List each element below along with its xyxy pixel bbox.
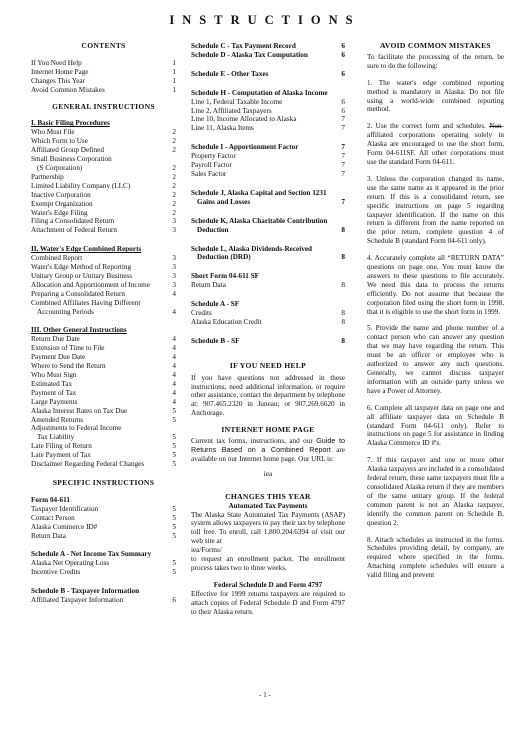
toc-label: Line 1, Federal Taxable Income [191,97,283,106]
toc-page: 2 [172,163,176,172]
toc-label: Large Payments [31,397,78,406]
toc-row [191,152,345,161]
toc-page: 8 [341,281,345,290]
toc-row [31,77,176,86]
toc-page: 8 [341,317,345,326]
toc-label: Contact Person [31,513,75,522]
toc-row [191,42,345,51]
toc-row [191,309,345,318]
toc-row [31,226,176,235]
toc-page: 4 [172,371,176,379]
schedule-e-page: 6 [341,69,345,78]
toc-row [31,380,176,389]
toc-row [31,335,176,344]
toc-row [31,407,176,416]
toc-row [191,107,345,116]
toc-label: Limited Liability Company (LLC) [31,181,131,190]
avoid-item-4: 4. Accurately complete all “RETURN DATA” questions on page one. You must know the answers to these questions to file accurately. We need this data to process the returns efficiently. Do not assume that because the corporation filed using the short form in 1998, that it is eligible to use the short form in 1999. [367,254,504,316]
toc-row [31,146,176,155]
toc-page: 5 [172,504,176,513]
toc-page: 7 [341,115,345,124]
toc-page [174,424,176,433]
toc-row [191,98,345,107]
avoid-item-2 [367,122,504,167]
schedule-k-page: 8 [341,225,345,234]
toc-page: 4 [172,379,176,388]
toc-label: Late Filing of Return [31,442,92,451]
page-number: - 1 - [259,691,271,699]
toc-label: Who Must Sign [31,371,77,379]
toc-page: 2 [172,128,176,137]
toc-label: Incentive Credits [31,568,81,577]
toc-label: Schedule D - Alaska Tax Computation [191,50,308,59]
toc-row [31,137,176,146]
toc-label: Allocation and Apportionment of Income [31,280,150,289]
toc-row [31,281,176,290]
toc-row [31,59,176,68]
toc-row [31,532,176,541]
toc-row [31,217,176,226]
toc-label: Alaska Education Credit [191,317,262,326]
section-III-list [31,335,176,469]
toc-page: 4 [172,388,176,397]
toc-page: 1 [172,58,176,67]
toc-label: If You Need Help [31,58,82,67]
toc-row [31,559,176,568]
toc-label: Line 11, Alaska Items [191,124,254,133]
section-III-heading: III. Other General Instructions [31,326,127,335]
schedule-i-heading-row [191,143,345,152]
changes-sub2: Federal Schedule D and Form 4797 [213,580,323,589]
toc-page: 5 [172,415,176,424]
form-04-611-heading: Form 04-611 [31,495,70,504]
toc-label: Payment Due Date [31,353,86,362]
schedule-i-page: 7 [341,143,345,152]
toc-page: 3 [172,263,176,272]
toc-label: Combined Affiliates Having Different [31,298,141,307]
schedule-a-heading: Schedule A - Net Income Tax Summary [31,550,152,559]
toc-row [31,191,176,200]
toc-row [31,272,176,281]
general-instructions-heading: GENERAL INSTRUCTIONS [52,101,155,111]
schedule-j-page: 7 [341,197,345,206]
schedule-b-sf-row [191,337,345,346]
schedule-l-line1: Schedule L, Alaska Dividends-Received [191,244,313,253]
toc-page: 5 [172,460,176,469]
toc-row [31,514,176,523]
toc-page: 8 [341,309,345,318]
toc-page: 4 [172,362,176,371]
changes-text1a: The Alaska State Automated Tax Payments (ASAP) system allows taxpayers to pay their tax by telephone toll free. To enroll, call 1.800.204.6394 of visit our web site at [191,510,345,546]
toc-page: 4 [172,397,176,406]
toc-row [31,424,176,433]
column-left [31,42,176,605]
schedule-b-heading: Schedule B - Taxpayer Information [31,587,140,596]
toc-row [31,173,176,182]
avoid-intro: To facilitate the processing of the return, be sure to do the following: [367,52,504,70]
toc-label: Payroll Factor [191,161,232,170]
toc-label: Affiliated Group Defined [31,146,104,155]
toc-page: 7 [341,124,345,133]
toc-page: 2 [172,172,176,181]
toc-page: 4 [172,335,176,344]
toc-page: 7 [341,161,345,170]
toc-row [31,263,176,272]
schedule-b-sf-label: Schedule B - SF [191,336,240,345]
toc-label: Attachment of Federal Return [31,226,118,235]
toc-page: 3 [172,271,176,280]
toc-row [31,308,176,317]
schedule-h-list [191,98,345,134]
toc-page [174,299,176,308]
changes-text2: Effective for 1999 returns taxpayers are required to attach copies of Federal Schedule D and Form 4797 to their Alaska return. [191,589,345,616]
toc-page: 5 [172,531,176,540]
toc-page: 4 [172,344,176,353]
section-I-heading: I. Basic Filing Procedures [31,119,110,128]
changes-heading: CHANGES THIS YEAR [225,491,311,501]
toc-row [31,353,176,362]
page-title: INSTRUCTIONS [169,13,361,27]
toc-page: 6 [341,42,345,50]
avoid-item-7: 7. If this taxpayer and one or more other Alaska taxpayers are included in a consolidated federal return, these same taxpayers must file a consolidated Alaska return if they are members of the same unitary group. If the federal common parent is not an Alaska taxpayer, identify the common parent on Schedule B, question 2. [367,456,504,527]
toc-row [31,362,176,371]
toc-row [191,161,345,170]
changes-sub1: Automated Tax Payments [228,501,308,510]
toc-label: Avoid Common Mistakes [31,85,105,94]
toc-label: Sales Factor [191,169,227,178]
toc-row [31,182,176,191]
internet-text [191,437,345,464]
schedule-k-line1: Schedule K, Alaska Charitable Contribution [191,216,328,225]
toc-label: Schedule C - Tax Payment Record [191,42,296,50]
help-heading: IF YOU NEED HELP [229,360,307,370]
toc-page: 5 [172,559,176,568]
internet-guide-title: Guide to Returns Based on a Combined Report [191,436,346,454]
help-text: If you have questions not addressed in these instructions, need additional information, or require other assistance, contact the department by telephone at: 907.465.2320 in Juneau; or 907.269.6620 in Anchorage. [191,373,345,418]
contents-heading: CONTENTS [81,41,126,50]
toc-label: Taxpayer Identification [31,504,99,513]
toc-page: 6 [172,596,176,605]
toc-page: 4 [172,289,176,298]
toc-label: Filing a Consolidated Return [31,217,115,226]
toc-page: 1 [172,67,176,76]
column-right [367,42,504,580]
toc-page: 3 [172,280,176,289]
toc-row [31,164,176,173]
avoid-item-2a: 2. Use the correct form and schedules. [367,122,486,131]
toc-page: 5 [172,451,176,460]
toc-row [31,505,176,514]
toc-page: 4 [172,307,176,316]
avoid-item-2b: -affiliated corporations operating solely in Alaska are encouraged to use the short form, Form 04-611SF. All other corporations must use the standard Form 04-611. [367,122,505,166]
toc-label: Combined Report [31,254,83,263]
internet-text-c: are available on our Internet home page. Our URL is: [191,446,345,463]
toc-page: 2 [172,199,176,208]
toc-row [31,442,176,451]
schedule-i-heading: Schedule I - Apportionment Factor [191,143,299,152]
toc-page: 1 [172,85,176,94]
toc-page: 5 [172,522,176,531]
specific-instructions-heading: SPECIFIC INSTRUCTIONS [52,477,155,487]
toc-label: Return Data [31,531,66,540]
avoid-heading: AVOID COMMON MISTAKES [380,41,491,50]
schedule-i-list [191,152,345,179]
toc-label: Partnership [31,172,64,181]
toc-page [174,155,176,164]
section-II-list [31,254,176,316]
toc-row [31,451,176,460]
toc-page: 1 [172,76,176,85]
toc-page: 5 [172,442,176,451]
toc-label: Exempt Organization [31,199,93,208]
schedule-j-line1: Schedule J, Alaska Capital and Section 1231 [191,188,327,197]
toc-row [31,416,176,425]
toc-page: 3 [172,254,176,263]
toc-row [31,596,176,605]
toc-label: Where to Send the Return [31,362,106,371]
toc-page: 5 [172,406,176,415]
toc-label: Adjustments to Federal Income [31,424,122,433]
toc-page: 3 [172,226,176,235]
toc-label: Payment of Tax [31,388,77,397]
schedule-l-page: 8 [341,253,345,262]
toc-label: Amended Returns [31,415,84,424]
schedule-h-heading: Schedule H - Computation of Alaska Income [191,88,328,97]
avoid-item-5: 5. Provide the name and phone number of a contact person who can answer any question that we may have regarding the return. This must be an officer or employee who is authorized to answer any such questions. Generally, we cannot discuss taxpayer information with an outside party unless we have a Power of Attorney. [367,324,504,395]
toc-row [31,389,176,398]
avoid-item-3: 3. Unless the corporation changed its name, use the same name as it appeared in the prior return. If this is a consolidated return, see specific instructions on page 5 regarding taxpayer identification. If the name on this return is different from the name reported on the prior return, complete question 4 of Schedule B (standard Form 04-611 only). [367,174,504,246]
toc-row [31,371,176,380]
schedule-e-row [191,70,345,79]
short-form-heading: Short Form 04-611 SF [191,272,260,281]
changes-text1 [191,511,345,573]
toc-label: Disclaimer Regarding Federal Changes [31,460,145,469]
toc-row [31,128,176,137]
toc-page: 2 [172,208,176,217]
toc-row [191,51,345,60]
toc-label: Tax Liability [37,433,75,442]
column-middle [191,42,345,617]
schedule-a-list [31,559,176,577]
internet-url[interactable]: iea [263,469,273,478]
toc-page: 5 [172,513,176,522]
avoid-item-2-strike: Non [489,122,502,131]
toc-page: 2 [172,146,176,155]
avoid-item-8: 8. Attach schedules as instructed in the forms. Schedules providing detail, by company, are required where specified in the forms. Attaching complete schedules will ensure a valid filing and prevent [367,535,504,580]
changes-text1b: to request an enrollment packet. The enrollment process takes two to three weeks. [191,555,345,572]
toc-page: 3 [172,217,176,226]
toc-row [31,568,176,577]
toc-label: Changes This Year [31,76,85,85]
toc-row [31,299,176,308]
schedule-c-d-list [191,42,345,60]
toc-row [31,200,176,209]
short-form-list [191,281,345,290]
toc-row [31,86,176,95]
toc-label: Who Must File [31,128,75,137]
toc-label: Small Business Corporation [31,155,112,164]
toc-label: Alaska Interest Rates on Tax Due [31,406,128,415]
toc-row [31,460,176,469]
toc-label: Estimated Tax [31,379,73,388]
toc-label: Inactive Corporation [31,190,91,199]
toc-row [31,433,176,442]
toc-label: Alaska Net Operating Loss [31,559,110,568]
schedule-a-sf-heading: Schedule A - SF [191,300,240,309]
schedule-j-line2: Gains and Losses [197,197,251,206]
toc-page: 7 [341,169,345,178]
toc-label: Extension of Time to File [31,344,105,353]
form-04-611-list [31,505,176,541]
schedule-k-line2: Deduction [197,225,229,234]
toc-label: Alaska Commerce ID# [31,522,98,531]
toc-label: Return Due Date [31,335,80,344]
toc-label: Line 10, Income Allocated to Alaska [191,115,297,124]
toc-row [31,68,176,77]
avoid-item-1: 1. The water's edge combined reporting method is mandatory in Alaska. Do not file using a world-wide combined reporting method. [367,78,504,114]
toc-label: Line 2, Affiliated Taxpayers [191,106,272,115]
toc-page: 4 [172,353,176,362]
toc-label: Unitary Group or Unitary Business [31,271,133,280]
toc-label: Late Payment of Tax [31,451,91,460]
section-I-list [31,128,176,235]
toc-row [31,344,176,353]
schedule-a-sf-list [191,309,345,327]
toc-row [191,124,345,133]
toc-label: (S Corporation) [37,163,83,172]
toc-label: Water's Edge Method of Reporting [31,263,132,272]
schedule-l-line2: Deduction (DRD) [197,253,251,262]
toc-row [31,290,176,299]
toc-page: 6 [341,106,345,115]
toc-label: Internet Home Page [31,67,89,76]
toc-row [31,398,176,407]
schedule-j-line2-row [191,198,345,207]
toc-page: 6 [341,50,345,59]
toc-label: Property Factor [191,152,236,161]
toc-page: 5 [172,433,176,442]
schedule-b-list [31,596,176,605]
schedule-b-sf-page: 8 [341,336,345,345]
internet-heading: INTERNET HOME PAGE [221,425,315,435]
toc-page: 2 [172,181,176,190]
schedule-l-line2-row [191,253,345,262]
toc-row [191,115,345,124]
toc-label: Affiliated Taxpayer Information [31,596,124,605]
schedule-k-line2-row [191,226,345,235]
toc-row [191,281,345,290]
toc-label: Credits [191,309,212,318]
toc-row [31,254,176,263]
avoid-item-6: 6. Complete all taxpayer data on page one and all affiliate taxpayer data on Schedule B (standard Form 04-611 only). Refer to instructions on page 5 for assistance in finding Alaska Commerce ID #'s. [367,403,504,448]
toc-label: Which Form to Use [31,137,88,146]
toc-label: Accounting Periods [37,307,94,316]
toc-page: 5 [172,568,176,577]
toc-row [191,318,345,327]
toc-row [31,523,176,532]
schedule-e-label: Schedule E - Other Taxes [191,69,269,78]
toc-page: 2 [172,190,176,199]
changes-url[interactable]: iea/Forms/ [191,546,222,555]
toc-label: Return Data [191,281,226,290]
toc-row [191,170,345,179]
toc-page: 2 [172,137,176,146]
toc-page: 6 [341,97,345,106]
toc-label: Water's Edge Filing [31,208,88,217]
toc-row [31,209,176,218]
internet-text-a: Current tax forms, instructions, and our [191,437,313,446]
toc-label: Preparing a Consolidated Return [31,289,126,298]
contents-list [31,59,176,95]
section-II-heading: II. Water's Edge Combined Reports [31,245,142,254]
toc-row [31,155,176,164]
toc-page: 7 [341,152,345,161]
